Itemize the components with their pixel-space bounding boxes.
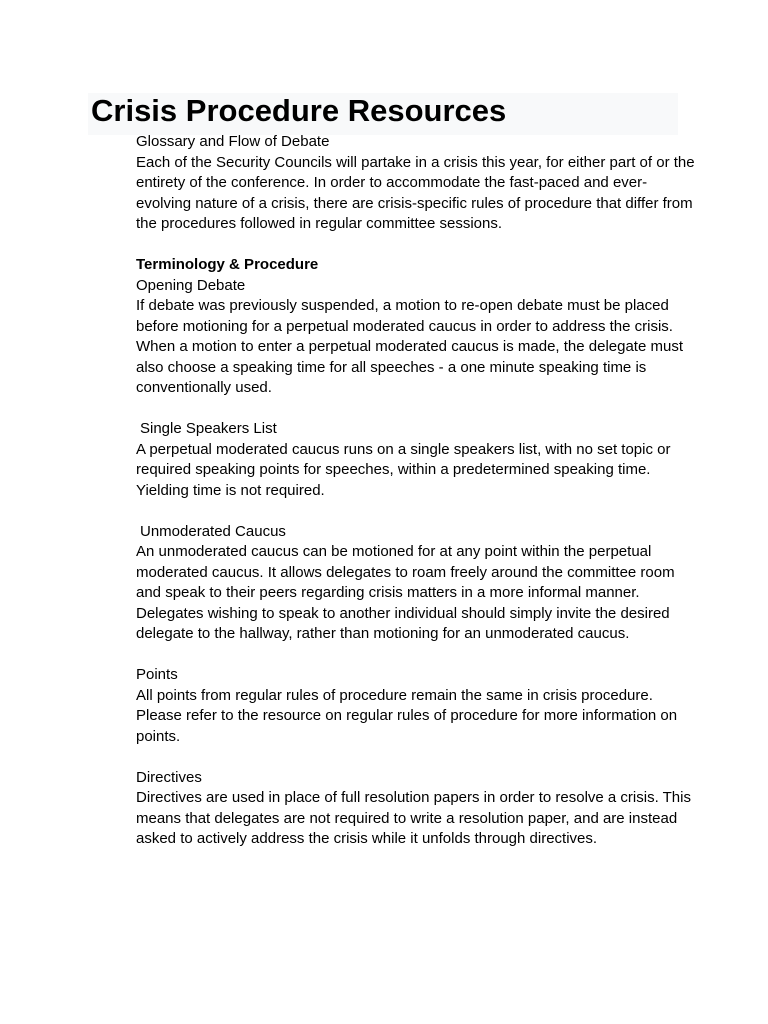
unmoderated-caucus-section <box>136 522 696 645</box>
opening-debate-text: If debate was previously suspended, a motion to re-open debate must be placed before motioning for a perpetual moderated caucus in order to address the crisis. When a motion to enter a perpetual moderated caucus is made, the delegate must also choose a speaking time for all speeches - a one minute speaking time is conventionally used. <box>136 297 683 396</box>
document-title: Crisis Procedure Resources <box>91 93 507 128</box>
points-text: All points from regular rules of procedure remain the same in crisis procedure. Please refer to the resource on regular rules of procedure for more information on points. <box>136 686 678 745</box>
points-heading: Points <box>136 666 178 683</box>
opening-debate-heading: Opening Debate <box>136 276 246 294</box>
directives-section <box>136 768 696 850</box>
unmoderated-caucus-heading: Unmoderated Caucus <box>140 522 286 540</box>
terminology-section <box>136 255 696 399</box>
directives-heading: Directives <box>136 768 202 786</box>
single-speakers-section <box>136 419 696 501</box>
section-heading: Terminology & Procedure <box>136 256 319 273</box>
intro-paragraph: Each of the Security Councils will partake in a crisis this year, for either part of or the entirety of the conference. In order to accommodate the fast-paced and ever-evolving nature of a crisis, there are crisis-specific rules of procedure that differ from the procedures followed in regular committee sessions. <box>136 153 695 232</box>
document-subtitle: Glossary and Flow of Debate <box>136 133 330 150</box>
points-section <box>136 665 696 747</box>
document-body <box>136 132 696 850</box>
single-speakers-text: A perpetual moderated caucus runs on a single speakers list, with no set topic or required speaking points for speeches, within a predetermined speaking time. Yielding time is not required. <box>136 440 671 499</box>
directives-text: Directives are used in place of full resolution papers in order to resolve a crisis. This means that delegates are not required to write a resolution paper, and are instead asked to actively address the crisis while it unfolds through directives. <box>136 789 691 847</box>
single-speakers-heading: Single Speakers List <box>140 420 277 437</box>
unmoderated-caucus-text: An unmoderated caucus can be motioned for at any point within the perpetual moderated caucus. It allows delegates to roam freely around the committee room and speak to their peers regarding crisis matters in a more informal manner. Delegates wishing to speak to another individual should simply invite the desired delegate to the hallway, rather than motioning for an unmoderated caucus. <box>136 543 675 642</box>
